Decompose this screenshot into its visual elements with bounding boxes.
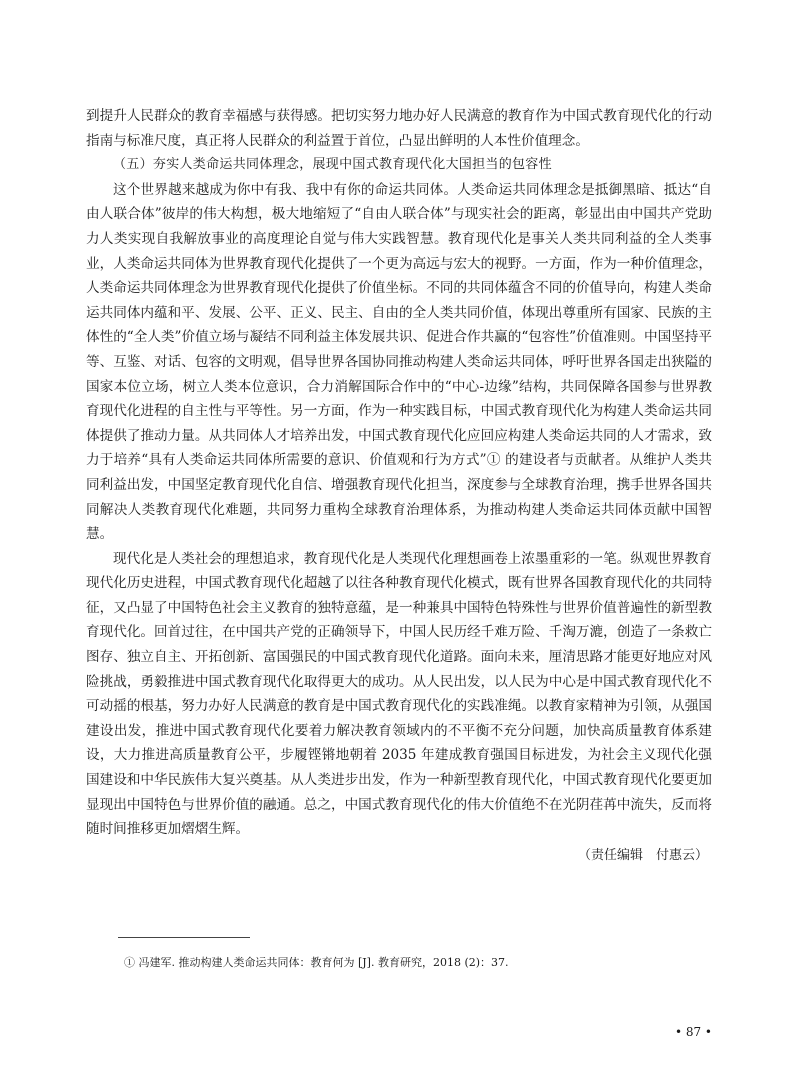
section-heading: （五）夯实人类命运共同体理念，展现中国式教育现代化大国担当的包容性 <box>113 157 552 173</box>
article-body <box>86 104 712 868</box>
footnote: ① 冯建军. 推动构建人类命运共同体：教育何为 [J]. 教育研究，2018 (2)：37. <box>124 956 509 969</box>
paragraph-community: 这个世界越来越成为你中有我、我中有你的命运共同体。人类命运共同体理念是抵御黑暗、抵达“自由人联合体”彼岸的伟大构想，极大地缩短了“自由人联合体”与现实社会的距离，彰显出由中国共产党助力人类实现自我解放事业的高度理论自觉与伟大实践智慧。教育现代化是事关人类共同利益的全人类事业，人类命运共同体为世界教育现代化提供了一个更为高远与宏大的视野。一方面，作为一种价值理念，人类命运共同体理念为世界教育现代化提供了价值坐标。不同的共同体蕴含不同的价值导向，构建人类命运共同体内蕴和平、发展、公平、正义、民主、自由的全人类共同价值，体现出尊重所有国家、民族的主体性的“全人类”价值立场与凝结不同利益主体发展共识、促进合作共赢的“包容性”价值准则。中国坚持平等、互鉴、对话、包容的文明观，倡导世界各国协同推动构建人类命运共同体，呼吁世界各国走出狭隘的国家本位立场，树立人类本位意识，合力消解国际合作中的“中心-边缘”结构，共同保障各国参与世界教育现代化进程的自主性与平等性。另一方面，作为一种实践目标，中国式教育现代化为构建人类命运共同体提供了推动力量。从共同体人才培养出发，中国式教育现代化应回应构建人类命运共同的人才需求，致力于培养“具有人类命运共同体所需要的意识、价值观和行为方式”① 的建设者与贡献者。从维护人类共同利益出发，中国坚定教育现代化自信、增强教育现代化担当，深度参与全球教育治理，携手世界各国共同解决人类教育现代化难题，共同努力重构全球教育治理体系，为推动构建人类命运共同体贡献中国智慧。 <box>86 181 712 543</box>
footnote-divider <box>118 937 250 938</box>
editor-credit: （责任编辑 付惠云） <box>577 847 708 863</box>
paragraph-conclusion: 现代化是人类社会的理想追求，教育现代化是人类现代化理想画卷上浓墨重彩的一笔。纵观世界教育现代化历史进程，中国式教育现代化超越了以往各种教育现代化模式，既有世界各国教育现代化的共同特征，又凸显了中国特色社会主义教育的独特意蕴，是一种兼具中国特色特殊性与世界价值普遍性的新型教育现代化。回首过往，在中国共产党的正确领导下，中国人民历经千难万险、千淘万漉，创造了一条救亡图存、独立自主、开拓创新、富国强民的中国式教育现代化道路。面向未来，厘清思路才能更好地应对风险挑战，勇毅推进中国式教育现代化取得更大的成功。从人民出发，以人民为中心是中国式教育现代化不可动摇的根基，努力办好人民满意的教育是中国式教育现代化的实践准绳。以教育家精神为引领，从强国建设出发，推进中国式教育现代化要着力解决教育领域内的不平衡不充分问题，加快高质量教育体系建设，大力推进高质量教育公平，步履铿锵地朝着 2035 年建成教育强国目标进发，为社会主义现代化强国建设和中华民族伟大复兴奠基。从人类进步出发，作为一种新型教育现代化，中国式教育现代化要更加显现出中国特色与世界价值的融通。总之，中国式教育现代化的伟大价值绝不在光阴荏苒中流失，反而将随时间推移更加熠熠生辉。 <box>86 550 712 838</box>
page-number: • 87 • <box>674 1025 712 1039</box>
paragraph-continuation: 到提升人民群众的教育幸福感与获得感。把切实努力地办好人民满意的教育作为中国式教育现代化的行动指南与标准尺度，真正将人民群众的利益置于首位，凸显出鲜明的人本性价值理念。 <box>86 108 712 149</box>
